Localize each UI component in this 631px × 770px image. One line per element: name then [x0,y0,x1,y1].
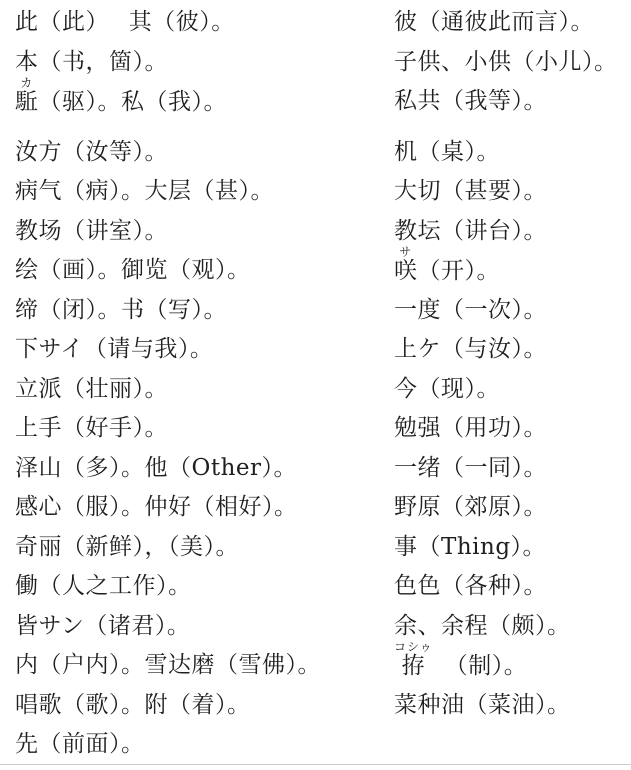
vocab-line [15,251,321,291]
vocab-text: 感心（服）。仲好（相好）。 [15,494,298,520]
vocab-line [394,3,618,43]
ruby-text: カ [20,75,34,90]
vocab-text: 病气（病）。大层（甚）。 [15,178,274,204]
ruby-annotated-word [394,246,418,283]
vocab-text: 勉强（用功）。 [394,415,547,441]
ruby-base: 駈 [15,88,39,115]
vocab-text: 先（前面）。 [15,731,145,757]
vocab-text: 汝方（汝等）。 [15,138,168,165]
vocab-line [394,330,618,370]
vocab-text: 立派（壮丽）。 [15,375,168,402]
vocab-text: （驱）。私（我）。 [38,88,227,115]
vocab-text: 大切（甚要）。 [394,178,547,204]
vocab-text: 今（现）。 [394,375,500,402]
vocab-text: 机（桌）。 [394,138,500,165]
vocab-line [15,172,321,212]
vocab-line [15,43,321,83]
bottom-divider [0,764,631,765]
vocab-line [394,686,618,726]
vocab-text: （开）。 [417,257,500,284]
vocab-text: （制）。 [432,652,528,679]
vocab-text: 教场（讲室）。 [15,217,168,244]
vocab-text: 泽山（多）。他（Other）。 [15,454,298,481]
vocab-line [15,409,321,449]
vocab-line [15,330,321,370]
vocab-text: 野原（郊原）。 [394,494,547,520]
vocab-line [15,212,321,252]
vocab-line [15,370,321,410]
paragraph-gap [394,122,618,133]
paragraph-gap [15,122,321,133]
vocab-text: 上手（好手）。 [15,415,168,441]
vocab-text: 下サイ（请与我）。 [15,336,214,362]
ruby-text: サ [399,244,413,259]
vocab-text: 一绪（一同）。 [394,454,547,481]
vocab-line-with-ruby [394,244,618,291]
vocab-line [394,409,618,449]
vocab-text: 色色（各种）。 [394,573,547,599]
vocab-text: 事（Thing）。 [394,533,547,560]
vocab-line [394,43,618,83]
vocab-line [394,212,618,252]
vocab-text: 上ケ（与汝）。 [394,336,547,362]
vocab-text: 本（书，箇）。 [15,48,168,75]
vocab-line [15,488,321,528]
vocab-text: 彼（通彼此而言）。 [394,9,594,35]
vocab-text: 内（户内）。雪达磨（雪佛）。 [15,652,321,678]
vocab-line [394,133,618,173]
vocab-text: 奇丽（新鲜），（美）。 [15,533,239,560]
ruby-base: 拵 [401,652,426,679]
vocab-line [15,3,321,43]
vocab-line [394,370,618,410]
vocab-text: 子供、小供（小儿）。 [394,48,618,75]
vocab-text: 皆サン（诸君）。 [15,612,191,639]
vocab-line [394,488,618,528]
vocab-line [15,133,321,173]
vocab-line [15,449,321,489]
vocab-text: 教坛（讲台）。 [394,217,547,244]
vocab-line-with-ruby [394,639,618,686]
vocab-line [15,528,321,568]
vocab-text: 私共（我等）。 [394,88,547,114]
vocab-line-with-ruby [15,75,321,122]
left-column [15,3,321,765]
vocab-line [15,725,321,765]
vocab-line [394,528,618,568]
vocab-line [394,82,618,122]
ruby-annotated-word [394,641,433,678]
vocab-text: 唱歌（歌）。附（着）。 [15,691,251,718]
vocab-text: 余、余程（颇）。 [394,612,571,639]
vocab-text: 绘（画）。御览（观）。 [15,257,251,283]
vocab-line [15,567,321,607]
vocab-text: 一度（一次）。 [394,296,547,323]
vocab-line [15,646,321,686]
vocab-text: 働（人之工作）。 [15,573,192,599]
right-column [394,3,618,725]
vocab-text: 此（此） 其（彼）。 [15,9,235,35]
vocab-line [394,567,618,607]
ruby-annotated-word [15,77,39,114]
vocab-line [394,449,618,489]
vocab-line [394,291,618,331]
vocab-text: 菜种油（菜油）。 [394,691,571,718]
vocab-line [15,686,321,726]
vocab-text: 缔（闭）。书（写）。 [15,296,227,323]
ruby-base: 咲 [394,257,418,284]
ruby-text: コシゥ [394,639,433,654]
vocab-line [15,607,321,647]
vocab-line [394,172,618,212]
vocab-line [15,291,321,331]
